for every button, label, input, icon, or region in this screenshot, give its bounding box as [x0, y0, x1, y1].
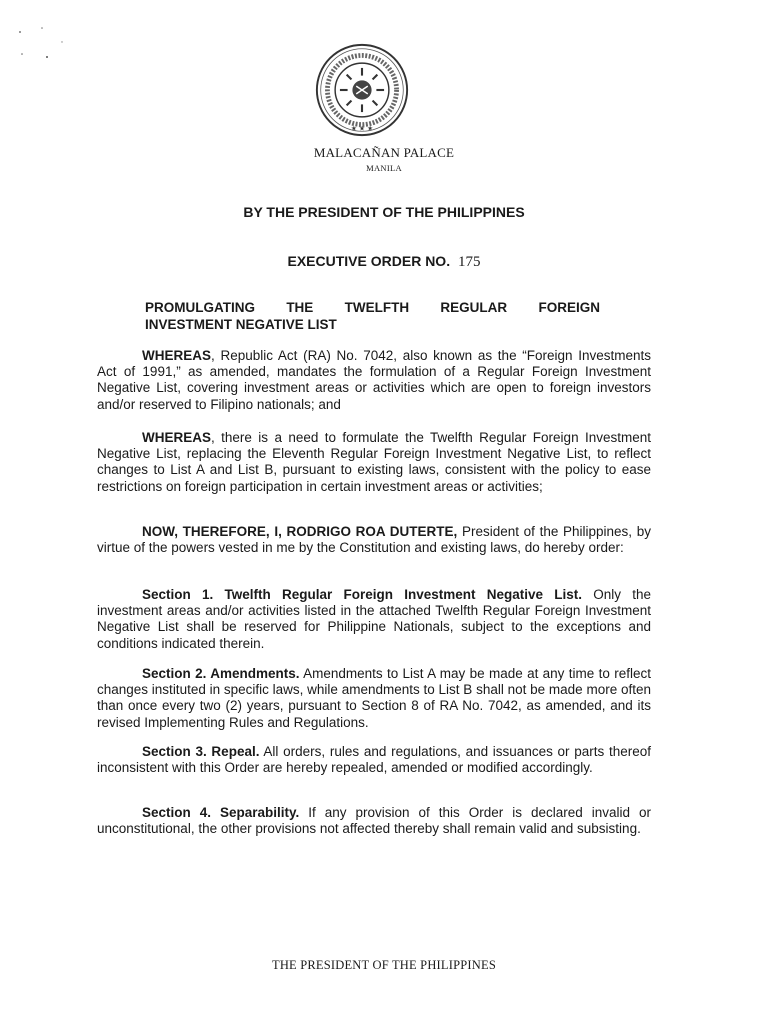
executive-order-heading [0, 253, 768, 271]
paragraph-lead: WHEREAS [142, 348, 212, 363]
paragraph-text: , Republic Act (RA) No. 7042, also known as the “Foreign Investments Act of 1991,” as amended, mandates the formulation of a Regular Foreign Investment Negative List, covering investment areas or activities which are open to foreign investors and/or reserved to Filipino nationals; and [97, 348, 651, 412]
section-heading: Section 4. Separability. [142, 805, 300, 820]
whereas-clause-1 [97, 348, 651, 413]
scan-specks [14, 20, 84, 70]
section-heading: Section 3. Repeal. [142, 744, 260, 759]
paragraph-lead: WHEREAS [142, 430, 212, 445]
paragraph-text: , there is a need to formulate the Twelfth Regular Foreign Investment Negative List, replacing the Eleventh Regular Foreign Investment Negative List, to reflect changes to List A and List B, pursuant to existing laws, consistent with the policy to ease restrictions on foreign participation in certain investment areas or activities; [97, 430, 651, 494]
subject-word: PROMULGATING [145, 300, 255, 315]
paragraph-text: President of the Philippines, by virtue of the powers vested in me by the Constitution and existing laws, do hereby order: [97, 524, 651, 556]
section-4 [97, 805, 651, 837]
section-1 [97, 587, 651, 652]
by-line: BY THE PRESIDENT OF THE PHILIPPINES [243, 204, 525, 220]
section-2 [97, 666, 651, 731]
palace-name: MALACAÑAN PALACE [313, 145, 455, 160]
section-heading: Section 1. Twelfth Regular Foreign Investment Negative List. [142, 587, 582, 602]
city-name: MANILA [366, 163, 402, 173]
subject-line-1 [145, 299, 600, 316]
section-text: Amendments to List A may be made at any time to reflect changes instituted in specific laws, while amendments to List B shall not be made more often than once every two (2) years, pursuant to Section 8 of RA No. 7042, as amended, and its revised Implementing Rules and Regulations. [97, 666, 651, 730]
section-text: All orders, rules and regulations, and issuances or parts thereof inconsistent with this Order are hereby repealed, amended or modified accordingly. [97, 744, 652, 776]
section-text: Only the investment areas and/or activities listed in the attached Twelfth Regular Foreign Investment Negative List shall be reserved for Philippine Nationals, subject to the exceptions and conditions indicated therein. [97, 587, 652, 651]
section-heading: Section 2. Amendments. [142, 666, 300, 681]
subject-word: THE [286, 300, 314, 315]
order-subject [145, 299, 600, 333]
executive-order-number: 175 [457, 254, 481, 270]
section-text: If any provision of this Order is declared invalid or unconstitutional, the other provisions not affected thereby shall remain valid and subsisting. [97, 805, 651, 837]
section-3 [97, 744, 651, 776]
now-therefore-clause [97, 524, 651, 556]
subject-line-2: INVESTMENT NEGATIVE LIST [145, 317, 337, 332]
presidential-seal-icon [314, 42, 410, 138]
whereas-clause-2 [97, 430, 651, 495]
signature-block: THE PRESIDENT OF THE PHILIPPINES [271, 958, 496, 972]
paragraph-lead: NOW, THEREFORE, I, RODRIGO ROA DUTERTE, [142, 524, 458, 539]
subject-word: FOREIGN [538, 300, 600, 315]
svg-text:★ ★ ★: ★ ★ ★ [350, 124, 374, 133]
subject-word: REGULAR [440, 300, 508, 315]
subject-word: TWELFTH [344, 300, 410, 315]
executive-order-label: EXECUTIVE ORDER NO. [287, 253, 451, 269]
